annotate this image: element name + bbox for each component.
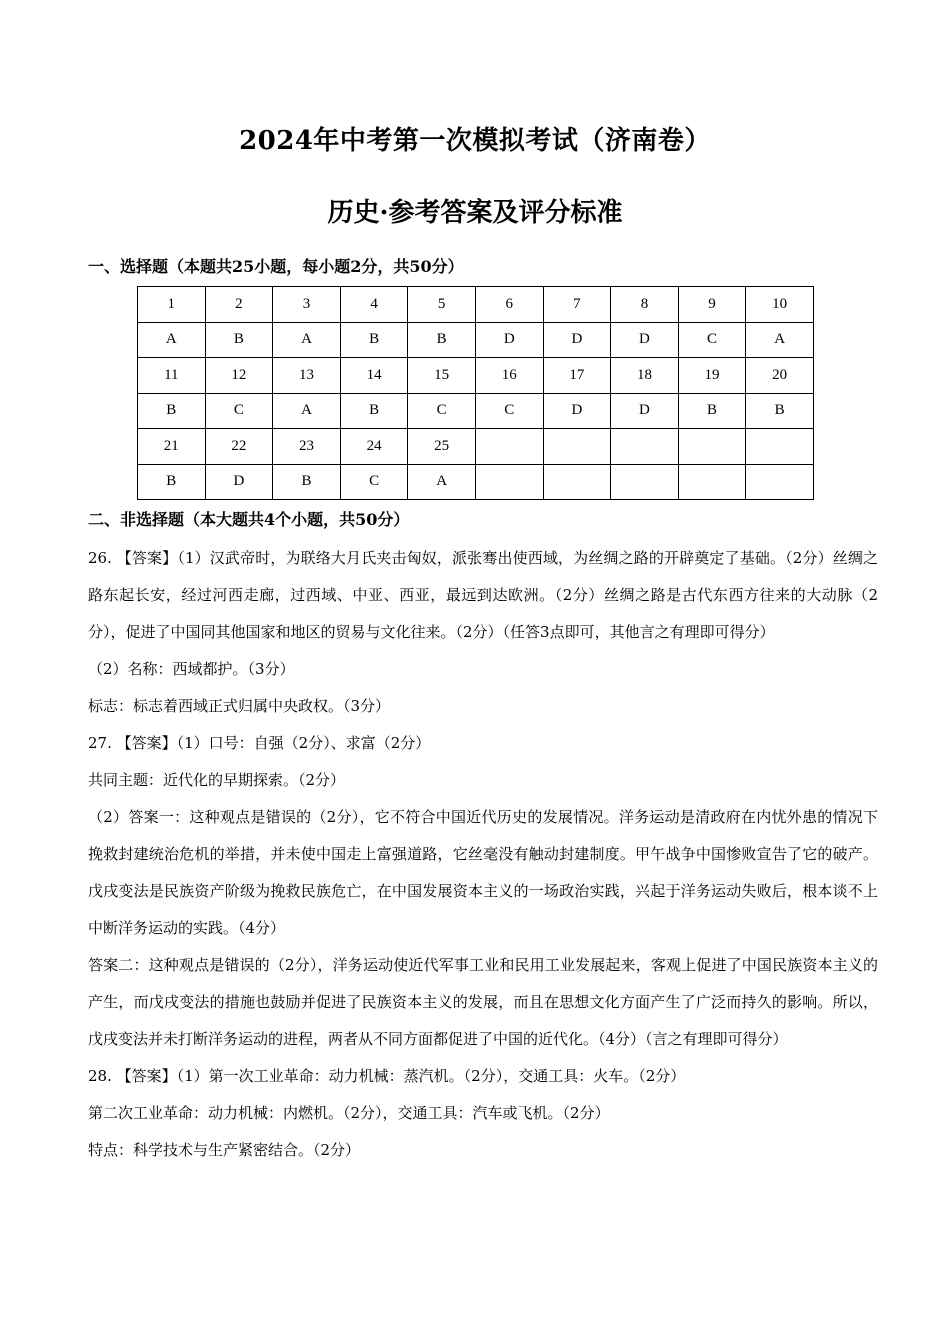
table-cell: C <box>678 322 746 358</box>
answer-key-table <box>137 286 814 500</box>
answer-paragraph: 共同主题：近代化的早期探索。（2分） <box>88 771 346 789</box>
table-cell: D <box>543 322 611 358</box>
section-heading-non-multiple-choice: 二、非选择题（本大题共4个小题，共50分） <box>88 510 410 529</box>
page-title: 2024年中考第一次模拟考试（济南卷） <box>239 126 711 156</box>
table-cell: 14 <box>340 358 408 394</box>
table-row <box>138 393 814 429</box>
table-cell: 12 <box>205 358 273 394</box>
table-cell: 24 <box>340 429 408 465</box>
table-row <box>138 358 814 394</box>
table-cell: B <box>340 322 408 358</box>
table-cell: 13 <box>273 358 341 394</box>
answer-paragraph: 答案二：这种观点是错误的（2分），洋务运动使近代军事工业和民用工业发展起来，客观上促进了中国民族资本主义的产生，而戊戌变法的措施也鼓励并促进了民族资本主义的发展，而且在思想文化方面产生了广泛而持久的影响。所以，戊戌变法并未打断洋务运动的进程，两者从不同方面都促进了中国的近代化。（4分）（言之有理即可得分） <box>88 956 878 1048</box>
table-cell <box>611 429 679 465</box>
table-cell: D <box>475 322 543 358</box>
table-cell: B <box>746 393 814 429</box>
answer-paragraph: 27. 【答案】（1）口号：自强（2分）、求富（2分） <box>88 734 431 752</box>
table-cell: D <box>611 322 679 358</box>
answer-paragraph: （2）答案一：这种观点是错误的（2分），它不符合中国近代历史的发展情况。洋务运动是清政府在内忧外患的情况下挽救封建统治危机的举措，并未使中国走上富强道路，它丝毫没有触动封建制度。甲午战争中国惨败宣告了它的破产。戊戌变法是民族资产阶级为挽救民族危亡，在中国发展资本主义的一场政治实践，兴起于洋务运动失败后，根本谈不上中断洋务运动的实践。（4分） <box>88 808 878 937</box>
table-cell: B <box>408 322 476 358</box>
table-cell: 10 <box>746 287 814 323</box>
table-cell: A <box>746 322 814 358</box>
table-cell: B <box>138 464 206 500</box>
table-cell: 18 <box>611 358 679 394</box>
section-heading-multiple-choice: 一、选择题（本题共25小题，每小题2分，共50分） <box>88 257 464 276</box>
table-cell: B <box>205 322 273 358</box>
table-cell: 7 <box>543 287 611 323</box>
table-cell: 22 <box>205 429 273 465</box>
table-cell: D <box>611 393 679 429</box>
table-cell: 8 <box>611 287 679 323</box>
table-cell: 20 <box>746 358 814 394</box>
table-cell <box>678 464 746 500</box>
table-row <box>138 322 814 358</box>
table-cell: A <box>408 464 476 500</box>
table-cell: 11 <box>138 358 206 394</box>
table-cell: B <box>138 393 206 429</box>
table-row <box>138 287 814 323</box>
table-cell: A <box>273 322 341 358</box>
answer-paragraph: 特点：科学技术与生产紧密结合。（2分） <box>88 1141 361 1159</box>
table-cell <box>746 429 814 465</box>
table-cell: 19 <box>678 358 746 394</box>
table-cell: 23 <box>273 429 341 465</box>
table-cell: 9 <box>678 287 746 323</box>
table-cell: 15 <box>408 358 476 394</box>
answer-paragraph: 第二次工业革命：动力机械：内燃机。（2分），交通工具：汽车或飞机。（2分） <box>88 1104 610 1122</box>
page-subtitle: 历史·参考答案及评分标准 <box>327 198 623 228</box>
table-cell: A <box>273 393 341 429</box>
table-cell <box>611 464 679 500</box>
table-cell: 17 <box>543 358 611 394</box>
table-cell: B <box>678 393 746 429</box>
table-cell: 6 <box>475 287 543 323</box>
table-cell <box>475 464 543 500</box>
table-cell: D <box>205 464 273 500</box>
table-cell: D <box>543 393 611 429</box>
table-cell: 1 <box>138 287 206 323</box>
table-cell: 16 <box>475 358 543 394</box>
answer-body <box>88 540 878 1169</box>
answer-paragraph: 28. 【答案】（1）第一次工业革命：动力机械：蒸汽机。（2分），交通工具：火车。（2分） <box>88 1067 686 1085</box>
table-cell: 25 <box>408 429 476 465</box>
table-cell: 4 <box>340 287 408 323</box>
table-cell: C <box>475 393 543 429</box>
answer-paragraph: 标志：标志着西域正式归属中央政权。（3分） <box>88 697 391 715</box>
table-cell <box>678 429 746 465</box>
table-cell: 2 <box>205 287 273 323</box>
table-cell: 3 <box>273 287 341 323</box>
table-cell: A <box>138 322 206 358</box>
table-row <box>138 429 814 465</box>
answer-paragraph: （2）名称：西域都护。（3分） <box>88 660 295 678</box>
table-cell <box>543 429 611 465</box>
table-cell <box>475 429 543 465</box>
table-cell: 21 <box>138 429 206 465</box>
table-cell: C <box>205 393 273 429</box>
table-cell <box>543 464 611 500</box>
table-cell: C <box>408 393 476 429</box>
answer-paragraph: 26. 【答案】（1）汉武帝时，为联络大月氏夹击匈奴，派张骞出使西域，为丝绸之路的开辟奠定了基础。（2分）丝绸之路东起长安，经过河西走廊，过西域、中亚、西亚，最远到达欧洲。（2分）丝绸之路是古代东西方往来的大动脉（2分），促进了中国同其他国家和地区的贸易与文化往来。（2分）（任答3点即可，其他言之有理即可得分） <box>88 549 878 641</box>
table-cell: B <box>340 393 408 429</box>
table-cell: B <box>273 464 341 500</box>
table-cell <box>746 464 814 500</box>
table-row <box>138 464 814 500</box>
table-cell: C <box>340 464 408 500</box>
table-cell: 5 <box>408 287 476 323</box>
